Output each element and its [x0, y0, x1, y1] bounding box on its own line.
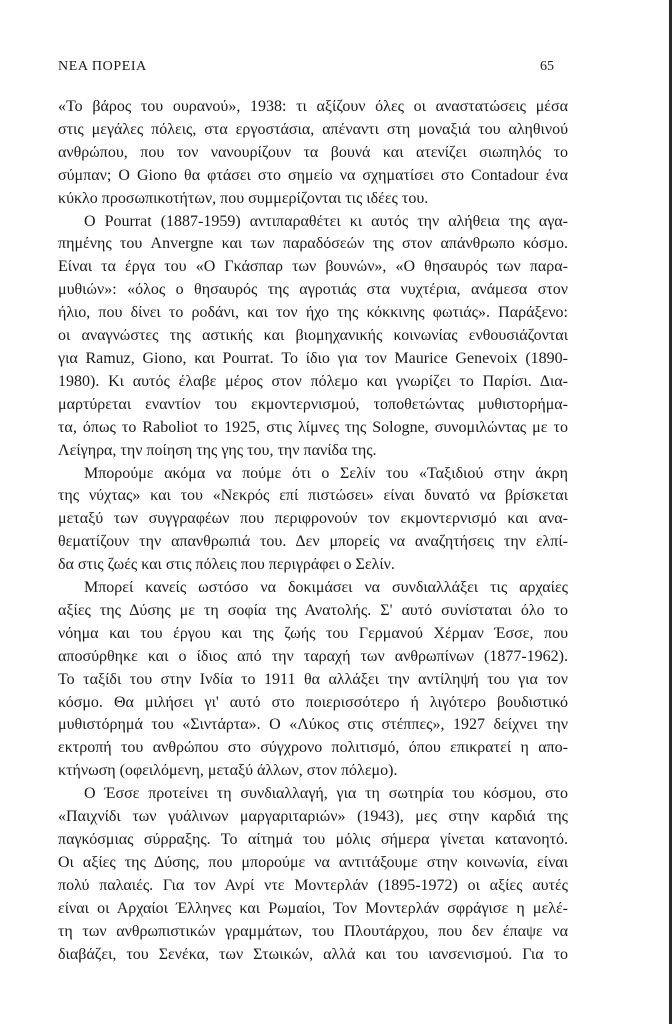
text-line: διαβάζει, του Σενέκα, των Στωικών, αλλά και του ιανσενισμού. Για το — [58, 945, 568, 963]
text-line: Είναι τα έργα του «Ο Γκάσπαρ των βουνών», «Ο θησαυρός των παρα- — [58, 258, 568, 276]
text-line: πολύ παλαιές. Για τον Ανρί ντε Μοντερλάν (1895-1972) οι αξίες αυτές — [58, 876, 568, 894]
text-line: σύμπαν; Ο Giono θα φτάσει στο σημείο να σχηματίσει στο Contadour ένα — [58, 166, 568, 184]
body-text — [58, 96, 568, 966]
text-line: μαρτύρεται εναντίον του εκμοντερνισμού, τοποθετώντας μυθιστορήμα- — [58, 395, 568, 413]
running-head: ΝΕΑ ΠΟΡΕΙΑ — [58, 59, 147, 74]
text-line: τα, όπως το Raboliot το 1925, στις λίμνες της Sologne, συνομιλώντας με το — [58, 418, 568, 436]
text-line: Ο Έσσε προτείνει τη συνδιαλλαγή, για τη σωτηρία του κόσμου, στο — [84, 785, 568, 803]
text-line: δα στις ζωές και στις πόλεις που περιγράφει ο Σελίν. — [58, 556, 395, 574]
text-line: 1980). Κι αυτός έλαβε μέρος στον πόλεμο και γνωρίζει το Παρίσι. Δια- — [58, 372, 568, 390]
text-line: στις μεγάλες πόλεις, στα εργοστάσια, απέναντι στη μοναξιά του αληθινού — [58, 120, 568, 138]
text-line: Λείγηρα, την ποίηση της γης του, την πανίδα της. — [58, 441, 377, 459]
text-line: ανθρώπου, που τον νανουρίζουν τα βουνά και ατενίζει σιωπηλός το — [58, 143, 568, 161]
text-line: ήλιο, που δίνει το ροδάνι, και τον ήχο της κόκκινης φωτιάς». Παράξενο: — [58, 304, 568, 322]
text-line: πημένης του Anvergne και των παραδόσεών της στον απάνθρωπο κόσμο. — [58, 235, 568, 253]
text-line: νόημα και του έργου και της ζωής του Γερμανού Χέρμαν Έσσε, που — [58, 624, 568, 642]
text-line: «Το βάρος του ουρανού», 1938: τι αξίζουν όλες οι αναστατώσεις μέσα — [58, 98, 568, 115]
text-line: είναι οι Αρχαίοι Έλληνες και Ρωμαίοι, Τον Μοντερλάν σφράγισε η μελέ- — [58, 899, 568, 917]
text-line: παγκόσμιας σύρραξης. Το αίτημά του μόλις σήμερα γίνεται κατανοητό. — [58, 831, 568, 848]
text-line: Μπορούμε ακόμα να πούμε ότι ο Σελίν του «Ταξιδιού στην άκρη — [84, 464, 568, 482]
text-line: μεταξύ των συγγραφέων που περιφρονούν τον εκμοντερνισμό και ανα- — [58, 510, 568, 528]
text-line: Το ταξίδι του στην Ινδία το 1911 θα αλλάξει την αντίληψή του για τον — [58, 670, 568, 688]
text-line: αποσύρθηκε και ο ίδιος από την ταραχή των ανθρωπίνων (1877-1962). — [58, 647, 568, 665]
text-line: Ο Pourrat (1887-1959) αντιπαραθέτει κι αυτός την αλήθεια της αγα- — [84, 212, 568, 230]
text-line: μυθιών»: «όλος ο θησαυρός της αγροτιάς στα νυχτέρια, ανάμεσα στον — [58, 281, 568, 299]
text-line: αξίες της Δύσης με τη σοφία της Ανατολής. Σ' αυτό συνίσταται όλο το — [58, 601, 568, 619]
text-line: κόσμο. Θα μιλήσει γι' αυτό στο ποιερισσότερο ή λιγότερο βουδιστικό — [58, 693, 568, 711]
text-line: οι αναγνώστες της αστικής και βιομηχανικής κοινωνίας ενθουσιάζονται — [58, 327, 568, 345]
text-line: εκτροπή του ανθρώπου στο σύγχρονο πολιτισμό, όπου επικρατεί η απο- — [58, 739, 568, 757]
text-line: κτήνωση (οφειλόμενη, μεταξύ άλλων, στον πόλεμο). — [58, 762, 398, 780]
page-number: 65 — [540, 59, 554, 74]
text-line: Οι αξίες της Δύσης, που μπορούμε να αντιτάξουμε στην κοινωνία, είναι — [58, 853, 568, 871]
text-line: μυθιστόρημά του «Σιντάρτα». Ο «Λύκος στις στέππες», 1927 δείχνει την — [58, 716, 568, 734]
text-line: τη των ανθρωπιστικών γραμμάτων, του Πλουτάρχου, που δεν έπαψε να — [58, 922, 568, 940]
text-line: της νύχτας» και του «Νεκρός επί πιστώσει» είναι δυνατό να βρίσκεται — [58, 487, 568, 505]
text-line: Μπορεί κανείς ωστόσο να δοκιμάσει να συνδιαλλάξει τις αρχαίες — [84, 579, 568, 597]
text-line: θεματίζουν την απανθρωπιά του. Δεν μπορείς να αναζητήσεις την ελπί- — [58, 533, 568, 551]
text-line: «Παιχνίδι των γυάλινων μαργαριταριών» (1943), μες στην καρδιά της — [58, 808, 568, 826]
text-line: για Ramuz, Giono, και Pourrat. Το ίδιο για τον Maurice Genevoix (1890- — [58, 349, 568, 367]
text-line: κύκλο προσωπικοτήτων, που συμμερίζονται τις ιδέες του. — [58, 189, 429, 207]
